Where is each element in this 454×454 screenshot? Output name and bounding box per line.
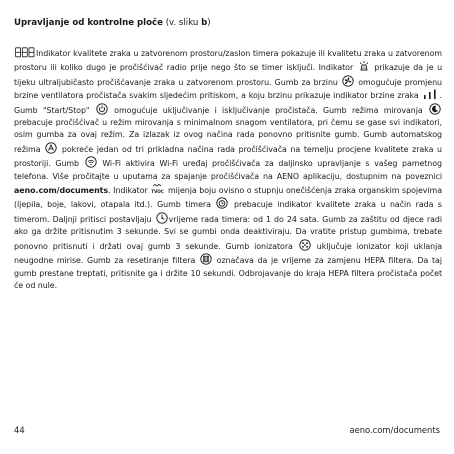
text-p4: . Gumb "Start/Stop" — [14, 91, 442, 115]
text-p10: mijenja boju ovisno o stupnju onečišćenja zraka organskim spojevima (ljepila, boje, lakovi, otapala itd.). Gumb timera — [14, 186, 442, 210]
timer-hand-icon — [156, 212, 168, 224]
text-p2: prikazuje da je u tijeku ultraljubičasto pročišćavanje zraka u zatvorenom prostoru. Gumb za brzinu — [14, 63, 443, 87]
text-p14: označava da je vrijeme za zamjenu HEPA filtera. Da taj gumb prestane treptati, pritisnite ga i držite 10 sekundi. Odbrojavanje do kraja HEPA filtera pročistača počet će od nule. — [14, 256, 442, 290]
heading-title: Upravljanje od kontrolne ploče — [14, 18, 163, 28]
text-p12: vrijeme rada timera: od 1 do 24 sata. Gumb za zaštitu od djece radi ako ga držite pritisnutim 3 sekunde. Svi se gumbi onda deaktiviraju. Da vratite pristup gumbima, trebate ponovno pritisnuti i držati ovaj gumb 3 sekunde. Gumb ionizatora — [14, 214, 442, 251]
fan-speed-icon — [342, 75, 354, 87]
body-paragraph — [14, 47, 442, 292]
tvoc-icon — [151, 183, 164, 195]
display-digits-icon — [15, 47, 35, 58]
text-p3: omogućuje promjenu brzine ventilatora pročistača svakim sljedećim pritiskom, a koju brzinu prikazuje indikator brzine zraka — [14, 77, 442, 101]
heading-note: (v. sliku — [165, 18, 199, 28]
filter-reset-icon — [200, 253, 212, 265]
wifi-icon — [85, 156, 97, 168]
svg-text:TVOC: TVOC — [151, 189, 165, 195]
text-p8: Wi-Fi aktivira Wi-Fi uređaj pročišćivača za daljinsko upravljanje s vašeg pametnog telefona. Više pročitajte u uputama za spajanje pročišćivača na AENO aplikaciju, dostupnim na poveznici — [14, 159, 442, 181]
uv-lamp-icon — [358, 60, 370, 72]
text-p6: prebacuje pročišćivač u režim mirovanja s minimalnom snagom ventilatora, pri čemu se gase svi indikatori, osim gumba za ovaj režim. Za izlazak iz ovog načina rada ponovno pritisnite gumb. Gumb automatskog režima — [14, 118, 442, 154]
auto-mode-icon — [45, 142, 57, 154]
page-number: 44 — [14, 425, 25, 435]
heading-figure-ref: b — [201, 18, 208, 28]
text-p11: prebacuje indikator kvalitete zraka u način rada s timerom. Daljnji pritisci postavljaju — [14, 200, 442, 224]
section-heading — [14, 17, 211, 29]
page-footer — [14, 424, 440, 436]
text-p1: Indikator kvalitete zraka u zatvorenom prostoru/zaslon timera pokazuje ili kvalitetu zraka u zatvorenom prostoru ili koliko dugo je pročišćivač radio prije nego što se timer isključi. Indikator — [14, 49, 442, 73]
power-icon — [96, 103, 108, 115]
ionizer-icon — [299, 239, 311, 251]
text-p5: omogućuje uključivanje i isključivanje pročistača. Gumb režima mirovanja — [114, 105, 423, 115]
heading-close: ) — [207, 18, 211, 28]
sleep-moon-icon — [429, 103, 441, 115]
speed-bars-icon — [423, 89, 439, 100]
timer-icon — [216, 197, 228, 209]
text-p7: pokreće jedan od tri prikladna načina rada pročišćivača na temelju procjene kvalitete zraka u prostoriji. Gumb — [14, 144, 442, 169]
svg-text:UV: UV — [361, 66, 367, 71]
footer-url[interactable]: aeno.com/documents — [349, 425, 440, 435]
text-p13: uključuje ionizator koji uklanja neugodne mirise. Gumb za resetiranje filtera — [14, 241, 443, 266]
documents-link[interactable]: aeno.com/documents — [14, 186, 109, 196]
text-p9: . Indikator — [108, 186, 148, 196]
